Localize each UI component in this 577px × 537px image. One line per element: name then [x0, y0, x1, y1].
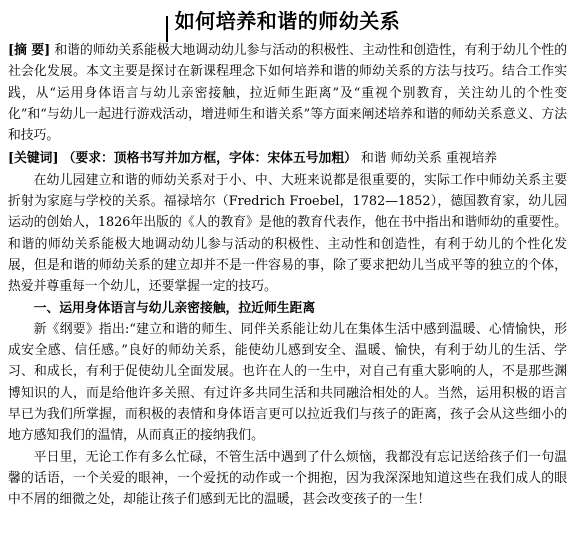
document-page — [0, 8, 577, 537]
keywords-label: [关键词] — [8, 151, 59, 167]
keywords-paragraph — [8, 148, 567, 169]
keywords-text: 和谐 师幼关系 重视培养 — [361, 151, 498, 167]
section-heading-1: 一、运用身体语言与幼儿亲密接触，拉近师生距离 — [33, 300, 316, 316]
abstract-text: 和谐的师幼关系能极大地调动幼儿参与活动的积极性、主动性和创造性，有利于幼儿个性的社会化发展。本文主要是探讨在新课程理念下如何培养和谐的师幼关系的方法与技巧。结合工作实践，从“运用身体语言与幼儿亲密接触，拉近师生距离”及“重视个别教育，关注幼儿的个性变化”和“与幼儿一起进行游戏活动，增进师生和谐关系”等方面来阐述培养和谐的师幼关系意义、方法和技巧。 — [8, 43, 567, 144]
abstract-paragraph — [8, 40, 567, 146]
section1-paragraph-1: 新《纲要》指出:“建立和谐的师生、同伴关系能让幼儿在集体生活中感到温暖、心情愉快，形成安全感、信任感。”良好的师幼关系，能使幼儿感到安全、温暖、愉快，有利于幼儿的生活、学习、和成长，有利于促使幼儿全面发展。也许在人的一生中，对自己有重大影响的人，不是那些渊博知识的人，而是给他许多关照、有过许多共同生活和共同融洽相处的人。当然，运用积极的语言早已为我们所掌握，而积极的表情和身体语言更可以拉近我们与孩子的距离，孩子会从这些细小的地方感知我们的温情，从而真正的接纳我们。 — [8, 321, 567, 444]
intro-paragraph: 在幼儿园建立和谐的师幼关系对于小、中、大班来说都是很重要的，实际工作中师幼关系主要折射为家庭与学校的关系。福禄培尔（Fredrich Froebel，1782—1852），德国教育家，幼儿园运动的创始人，1826年出版的《人的教育》是他的教育代表作，他在书中指出和谐师幼的重要性。和谐的师幼关系能极大地调动幼儿参与活动的积极性、主动性和创造性，有利于幼儿的个性化发展，但是和谐的师幼关系的建立却并不是一件容易的事，除了要求把幼儿当成平等的独立的个体， 热爱并尊重每一个幼儿，还要掌握一定的技巧。 — [8, 172, 567, 295]
page-title: 如何培养和谐的师幼关系 — [174, 9, 401, 33]
keywords-instruction: （要求：顶格书写并加方框，字体：宋体五号加粗） — [62, 151, 357, 167]
section1-paragraph-2: 平日里，无论工作有多么忙碌，不管生活中遇到了什么烦恼，我都没有忘记送给孩子们一句温馨的话语，一个关爱的眼神，一个爱抚的动作或一个拥抱，因为我深深地知道这些在我们成人的眼中不屑的细微之处，却能让孩子们感到无比的温暖，甚会改变孩子的一生！ — [8, 449, 567, 508]
abstract-label: [摘 要] — [8, 43, 51, 58]
text-cursor — [166, 16, 168, 42]
